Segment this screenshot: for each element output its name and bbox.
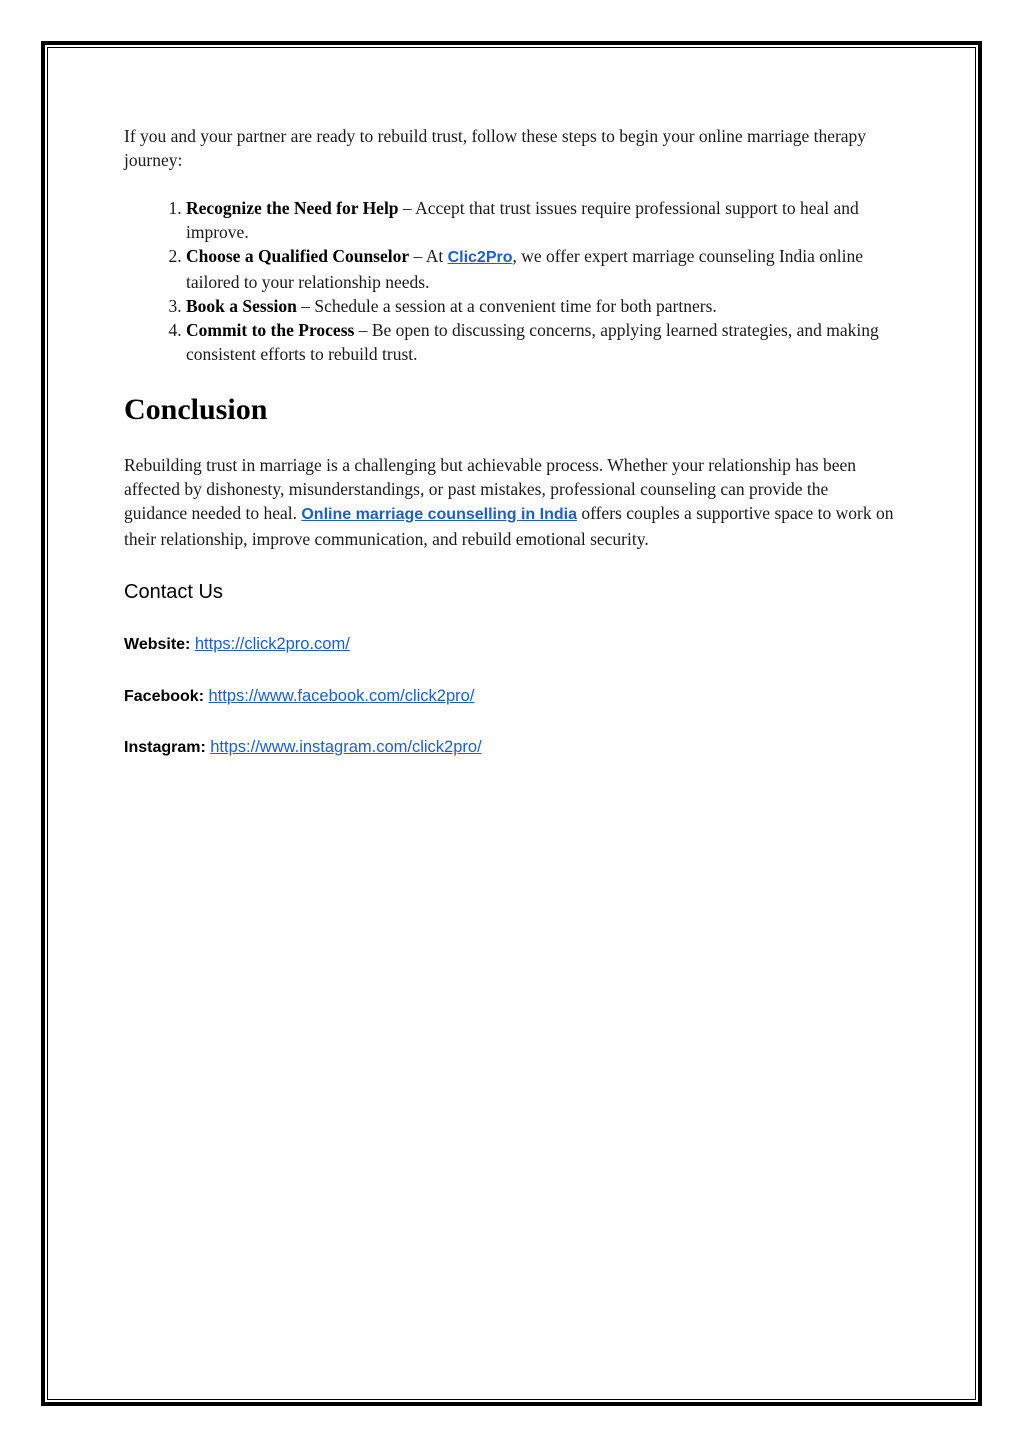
list-item bbox=[186, 244, 894, 294]
step-text-pre: – At bbox=[409, 246, 448, 266]
step-title: Recognize the Need for Help bbox=[186, 198, 399, 218]
contact-heading: Contact Us bbox=[124, 581, 223, 603]
instagram-label: Instagram: bbox=[124, 739, 206, 756]
step-text: – Be open to discussing concerns, applying learned strategies, and making consistent efforts to rebuild trust. bbox=[186, 320, 879, 364]
instagram-link[interactable]: https://www.instagram.com/click2pro/ bbox=[210, 738, 482, 756]
step-text: – Schedule a session at a convenient time for both partners. bbox=[296, 296, 717, 316]
online-counselling-link[interactable]: Online marriage counselling in India bbox=[301, 506, 577, 523]
step-title: Book a Session bbox=[186, 296, 297, 316]
steps-list bbox=[124, 196, 894, 366]
website-link[interactable]: https://click2pro.com/ bbox=[194, 635, 350, 653]
document-body bbox=[124, 124, 894, 760]
clic2pro-link[interactable]: Clic2Pro bbox=[447, 249, 513, 266]
list-item bbox=[186, 294, 894, 318]
website-line bbox=[124, 632, 894, 657]
conclusion-paragraph bbox=[124, 453, 894, 551]
step-title: Choose a Qualified Counselor bbox=[186, 246, 410, 266]
facebook-link[interactable]: https://www.facebook.com/click2pro/ bbox=[208, 687, 475, 705]
step-title: Commit to the Process bbox=[186, 320, 355, 340]
step-text: , we offer expert marriage counseling India online tailored to your relationship needs. bbox=[186, 246, 864, 292]
conclusion-heading: Conclusion bbox=[124, 393, 268, 426]
facebook-label: Facebook: bbox=[124, 688, 205, 705]
list-item bbox=[186, 318, 894, 366]
website-label: Website: bbox=[124, 636, 191, 653]
facebook-line bbox=[124, 684, 894, 709]
conclusion-text-after: offers couples a supportive space to work on their relationship, improve communication, and rebuild emotional security. bbox=[124, 503, 894, 549]
list-item bbox=[186, 196, 894, 244]
instagram-line bbox=[124, 735, 894, 760]
step-text: – Accept that trust issues require professional support to heal and improve. bbox=[186, 198, 859, 242]
conclusion-text-before: Rebuilding trust in marriage is a challenging but achievable process. Whether your relationship has been affected by dishonesty, misunderstandings, or past mistakes, professional counseling can provide the guidance needed to heal. bbox=[124, 455, 857, 523]
intro-paragraph: If you and your partner are ready to rebuild trust, follow these steps to begin your online marriage therapy journey: bbox=[124, 126, 867, 170]
